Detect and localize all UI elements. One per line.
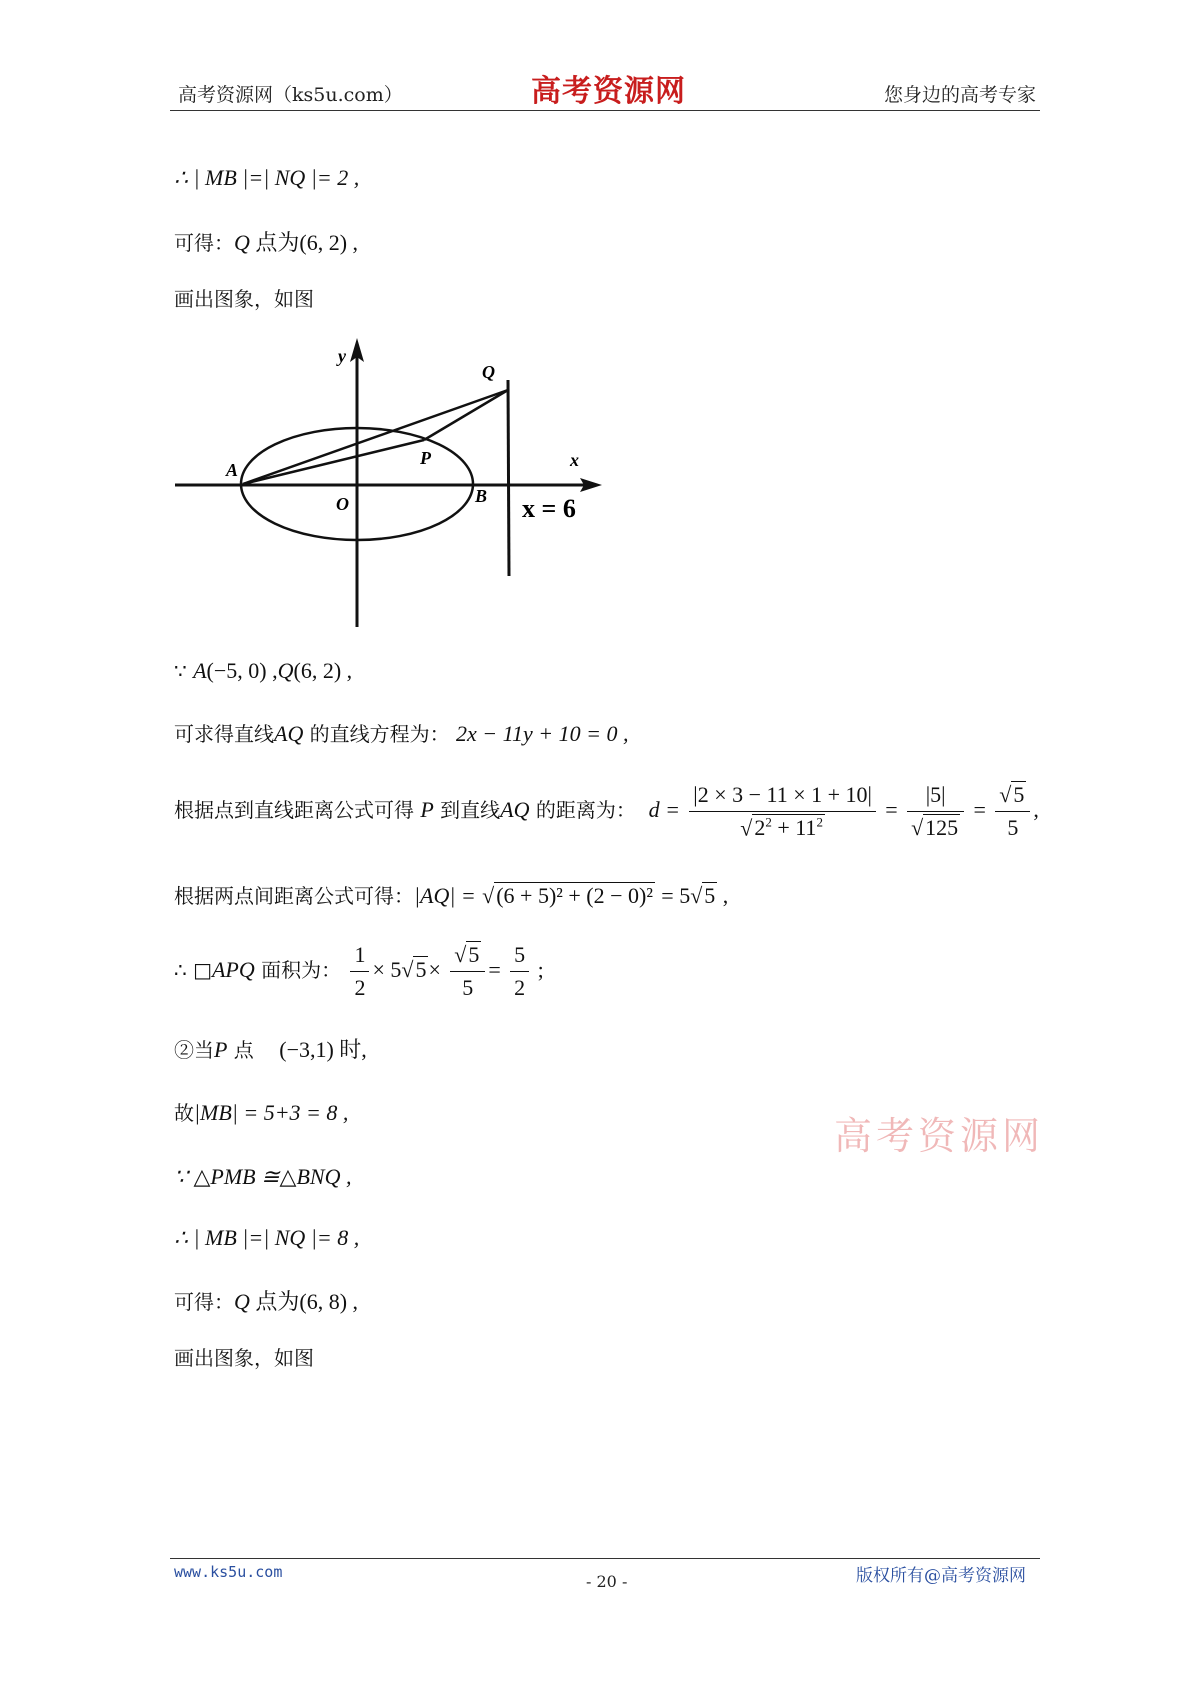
footer-copyright: 版权所有@高考资源网 xyxy=(856,1566,1026,1586)
line-distance-p-to-aq: 根据点到直线距离公式可得 P 到直线AQ 的距离为： d = $\frac{|2 \times 3 - 11 \times 1 + 10|}{√2^2 + 11^2}$ = $\frac{|5|}{√125}$ = $\frac{√5}{5}$ , xyxy=(174,782,1039,841)
fraction-5-over-sqrt125: $\frac{|5|}{√125}$ xyxy=(907,782,964,841)
line-q-point-1: 可得：Q 点为(6, 2) , xyxy=(174,230,359,255)
page-number: - 20 - xyxy=(586,1572,628,1591)
footer-website-link[interactable]: www.ks5u.com xyxy=(174,1563,283,1581)
fraction-sqrt5-over-5: $\frac{√5}{5}$ xyxy=(995,782,1030,841)
ellipse-figure xyxy=(170,330,610,630)
label-Q: Q xyxy=(482,362,495,382)
line-area-apq: ∴ □APQ 面积为： $\frac{1}{2}$ × 5√5× $\frac{√5}{5}$ = $\frac{5}{2}$ ; xyxy=(174,942,544,1000)
line-given-points: ∵ A(−5, 0) ,Q(6, 2) , xyxy=(174,658,353,683)
line-q-point-2: 可得：Q 点为(6, 8) , xyxy=(174,1289,359,1314)
line-mb-nq-8: ∴ | MB |=| NQ |= 8 , xyxy=(174,1225,360,1250)
label-A: A xyxy=(226,460,239,480)
watermark: 高考资源网 xyxy=(834,1114,1045,1158)
line-aq-equation: 可求得直线AQ 的直线方程为： 2x − 11y + 10 = 0 , xyxy=(174,721,629,746)
footer-rule xyxy=(170,1558,1040,1559)
line-draw-figure-2: 画出图象，如图 xyxy=(174,1346,314,1370)
line-mb-8: 故|MB| = 5+3 = 8 , xyxy=(174,1100,349,1125)
header-left-text: 高考资源网（ks5u.com） xyxy=(178,84,403,106)
line-aq-length: 根据两点间距离公式可得：|AQ| = √(6 + 5)² + (2 − 0)² = 5√5 , xyxy=(174,883,729,908)
line-x-equals-6 xyxy=(508,380,509,576)
label-x-equals-6: x = 6 xyxy=(522,494,576,523)
line-case-2: ②当P 点 (−3,1) 时, xyxy=(174,1037,367,1062)
line-congruent: ∵ △PMB ≅△BNQ , xyxy=(174,1164,352,1189)
fraction-distance: $\frac{|2 \times 3 - 11 \times 1 + 10|}{√2^2 + 11^2}$ xyxy=(689,782,876,841)
line-mb-nq-2: ∴ | MB |=| NQ |= 2 , xyxy=(174,165,360,190)
label-x: x xyxy=(570,450,579,470)
label-B: B xyxy=(475,486,488,506)
header-right-text: 您身边的高考专家 xyxy=(884,84,1037,106)
label-y: y xyxy=(338,346,346,366)
header-logo: 高考资源网 xyxy=(531,74,686,109)
label-O: O xyxy=(336,494,349,514)
line-draw-figure-1: 画出图象，如图 xyxy=(174,287,314,311)
header-rule xyxy=(170,110,1040,111)
label-P: P xyxy=(420,448,431,468)
